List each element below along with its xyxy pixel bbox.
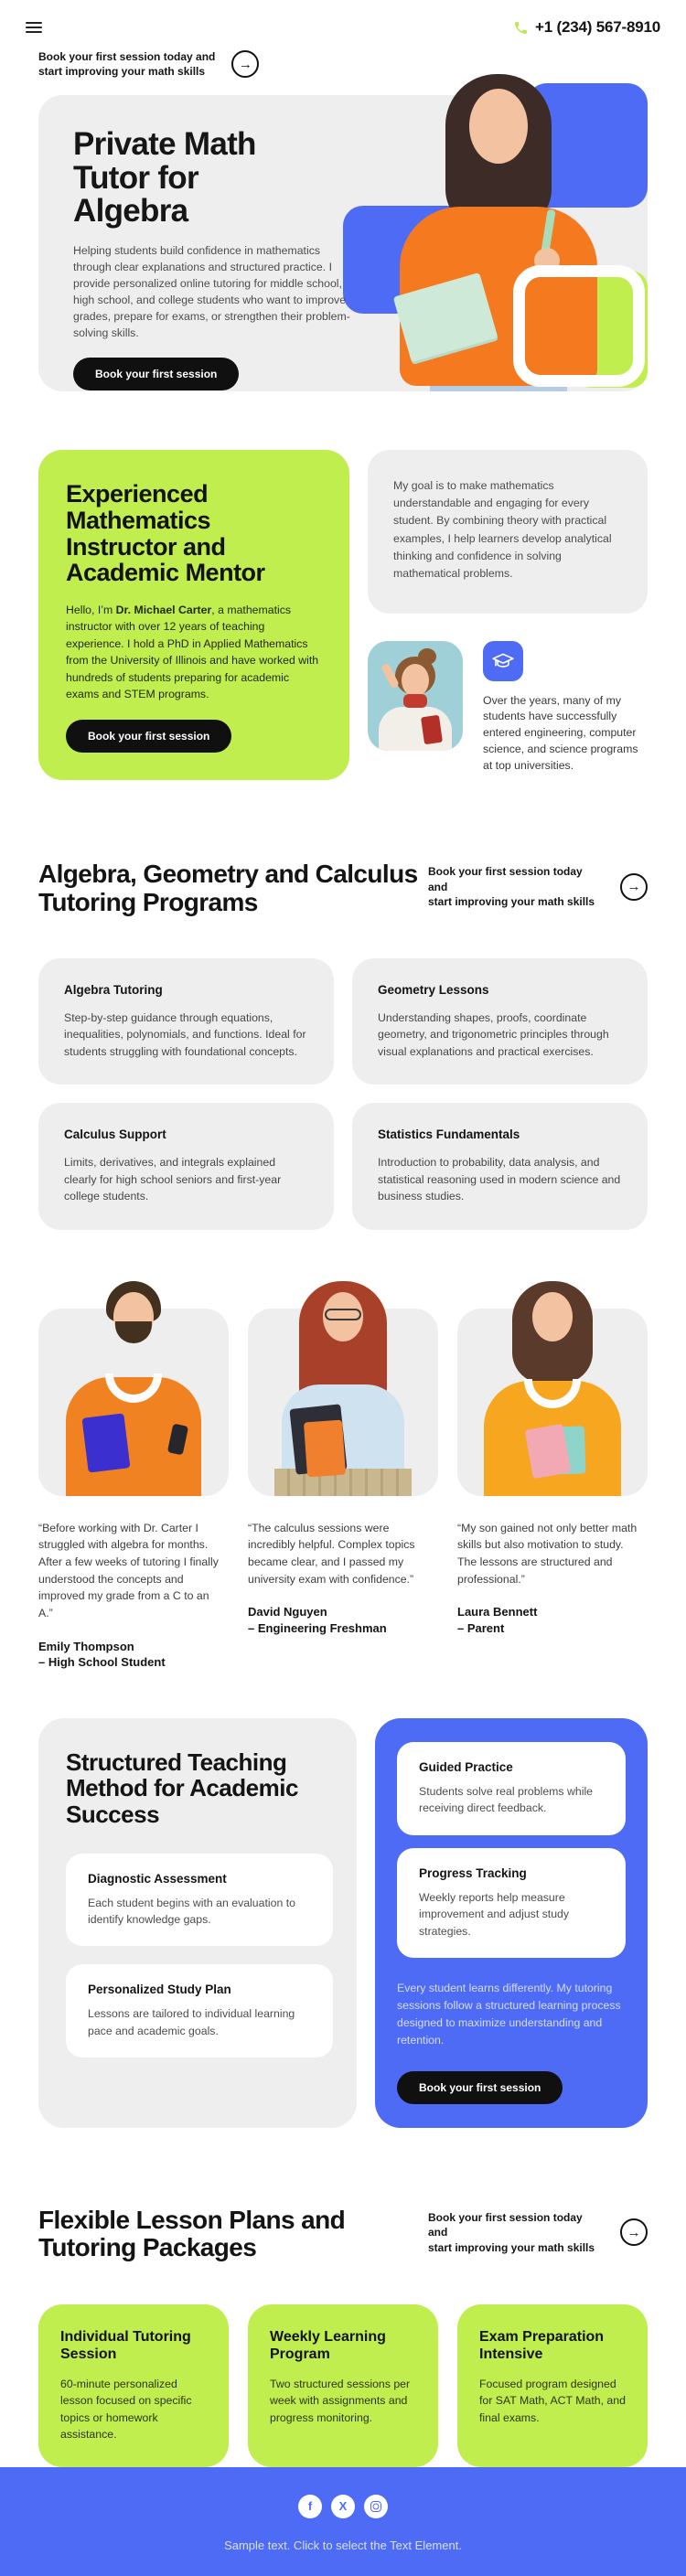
about-title: Experienced Mathematics Instructor and Academic Mentor [66,480,265,587]
phone-number: +1 (234) 567-8910 [535,18,660,36]
arrow-circle-icon[interactable]: → [231,50,259,78]
tutor-name: Dr. Michael Carter [115,603,212,616]
plan-cards [38,2304,648,2467]
testimonial-emily [38,1309,229,1671]
testimonial-laura [457,1309,648,1671]
programs-header [38,860,648,915]
testimonial-author: Emily Thompson – High School Student [38,1639,166,1670]
method-section [38,1718,648,2128]
about-section [38,450,648,780]
program-card-calculus: Calculus Support Limits, derivatives, and integrals explained clearly for high school seniors and first-year college students. [38,1103,334,1229]
student-photo [368,641,463,751]
header [0,0,686,37]
cta-text: Book your first session today and start improving your math skills [38,50,216,79]
about-achievement: Over the years, many of my students have successfully entered engineering, computer science, and science programs at top universities. [483,693,638,772]
about-card [38,450,349,780]
phone-icon [513,20,529,36]
cta-programs: Book your first session today and start improving your math skills → [428,864,648,909]
hero-section [38,95,648,391]
arrow-circle-icon[interactable]: → [620,2218,648,2246]
program-card-algebra: Algebra Tutoring Step-by-step guidance through equations, inequalities, polynomials, and functions. Ideal for students struggling with foundational concepts. [38,958,334,1085]
testimonial-quote: “My son gained not only better math skills but also motivation to study. The lessons are structured and professional.” [457,1521,638,1586]
testimonial-author: David Nguyen – Engineering Freshman [248,1605,387,1635]
book-session-button[interactable]: Book your first session [73,358,239,390]
method-step-guided-practice: Guided Practice Students solve real problems while receiving direct feedback. [397,1742,626,1835]
graduation-cap-icon [483,641,523,681]
instagram-icon[interactable] [364,2495,388,2518]
testimonial-author: Laura Bennett – Parent [457,1605,538,1635]
testimonial-quote: “Before working with Dr. Carter I struggled with algebra for months. After a few weeks of tutoring I finally understood the concepts and improved my grade from a C to an A.” [38,1521,219,1619]
plans-header [38,2207,648,2261]
method-title: Structured Teaching Method for Academic Success [66,1748,298,1828]
plan-card-weekly: Weekly Learning Program Two structured sessions per week with assignments and progress monitoring. [248,2304,438,2467]
plans-title: Flexible Lesson Plans and Tutoring Packages [38,2206,346,2262]
phone-link[interactable] [513,18,660,37]
hero-description: Helping students build confidence in mathematics through clear explanations and structured practice. I provide personalized online tutoring for middle school, high school, and college students who want to improve grades, prepare for exams, or strengthen their problem-solving skills. [73,243,350,340]
facebook-icon[interactable]: f [298,2495,322,2518]
hamburger-menu-icon[interactable] [26,22,42,34]
book-session-button[interactable]: Book your first session [66,720,231,753]
student-photo [38,1309,229,1496]
method-card-blue [375,1718,648,2128]
programs-title: Algebra, Geometry and Calculus Tutoring Programs [38,860,418,916]
testimonial-quote: “The calculus sessions were incredibly helpful. Complex topics became clear, and I passed my university exam with confidence.” [248,1521,415,1586]
program-card-statistics: Statistics Fundamentals Introduction to probability, data analysis, and statistical reasoning used in modern science and business studies. [352,1103,648,1229]
method-step-diagnostic: Diagnostic Assessment Each student begins with an evaluation to identify knowledge gaps. [66,1854,333,1947]
method-step-study-plan: Personalized Study Plan Lessons are tailored to individual learning pace and academic goals. [66,1964,333,2058]
footer [0,2467,686,2576]
arrow-circle-icon[interactable]: → [620,873,648,901]
goal-card: My goal is to make mathematics understandable and engaging for every student. By combining theory with practical examples, I help learners develop analytical thinking and confidence in solving mathematical problems. [368,450,648,613]
method-step-progress-tracking: Progress Tracking Weekly reports help measure improvement and adjust study strategies. [397,1848,626,1958]
hero-outline-shape [513,265,645,387]
program-card-geometry: Geometry Lessons Understanding shapes, proofs, coordinate geometry, and trigonometric principles through visual explanations and practical exercises. [352,958,648,1085]
hero-title: Private Math Tutor for Algebra [73,126,256,230]
method-card-gray [38,1718,357,2128]
about-intro: Hello, I’m Dr. Michael Carter, a mathematics instructor with over 12 years of teaching experience. I hold a PhD in Applied Mathematics from the University of Illinois and have worked with hundreds of students preparing for academic exams and STEM programs. [66,603,319,700]
student-photo [248,1309,438,1496]
student-photo [457,1309,648,1496]
footer-note[interactable]: Sample text. Click to select the Text Element. [224,2538,462,2552]
method-note: Every student learns differently. My tutoring sessions follow a structured learning process designed to maximize understanding and retention. [397,1981,621,2047]
plan-card-exam: Exam Preparation Intensive Focused program designed for SAT Math, ACT Math, and final exams. [457,2304,648,2467]
cta-plans: Book your first session today and start improving your math skills → [428,2210,648,2255]
plan-card-individual: Individual Tutoring Session 60-minute personalized lesson focused on specific topics or homework assistance. [38,2304,229,2467]
x-icon[interactable]: X [331,2495,355,2518]
book-session-button[interactable]: Book your first session [397,2071,563,2104]
program-cards [38,958,648,1230]
testimonials-section [38,1309,648,1671]
testimonial-david [248,1309,438,1671]
